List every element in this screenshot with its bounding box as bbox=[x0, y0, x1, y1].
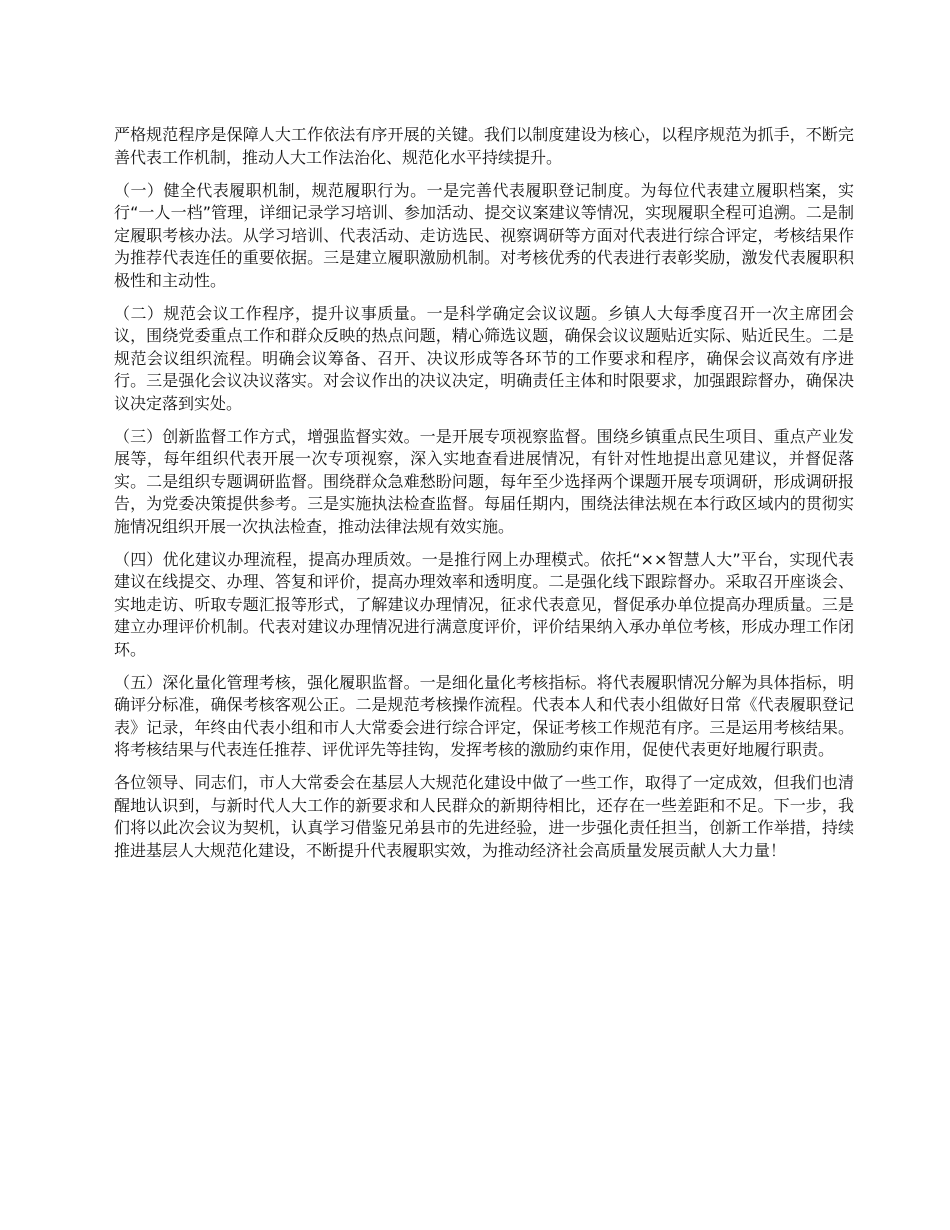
document-body bbox=[114, 124, 854, 873]
paragraph-conclusion: 各位领导、同志们，市人大常委会在基层人大规范化建设中做了一些工作，取得了一定成效，但我们也清醒地认识到，与新时代人大工作的新要求和人民群众的新期待相比，还存在一些差距和不足。下一步，我们将以此次会议为契机，认真学习借鉴兄弟县市的先进经验，进一步强化责任担当，创新工作举措，持续推进基层人大规范化建设，不断提升代表履职实效，为推动经济社会高质量发展贡献人大力量！ bbox=[114, 773, 854, 860]
paragraph-section-5: （五）深化量化管理考核，强化履职监督。一是细化量化考核指标。将代表履职情况分解为具体指标，明确评分标准，确保考核客观公正。二是规范考核操作流程。代表本人和代表小组做好日常《代表履职登记表》记录，年终由代表小组和市人大常委会进行综合评定，保证考核工作规范有序。三是运用考核结果。将考核结果与代表连任推荐、评优评先等挂钩，发挥考核的激励约束作用，促使代表更好地履行职责。 bbox=[114, 672, 854, 759]
paragraph-section-3: （三）创新监督工作方式，增强监督实效。一是开展专项视察监督。围绕乡镇重点民生项目、重点产业发展等，每年组织代表开展一次专项视察，深入实地查看进展情况，有针对性地提出意见建议，并督促落实。二是组织专题调研监督。围绕群众急难愁盼问题，每年至少选择两个课题开展专项调研，形成调研报告，为党委决策提供参考。三是实施执法检查监督。每届任期内，围绕法律法规在本行政区域内的贯彻实施情况组织开展一次执法检查，推动法律法规有效实施。 bbox=[114, 426, 854, 536]
paragraph-section-4: （四）优化建议办理流程，提高办理质效。一是推行网上办理模式。依托“××智慧人大”平台，实现代表建议在线提交、办理、答复和评价，提高办理效率和透明度。二是强化线下跟踪督办。采取召开座谈会、实地走访、听取专题汇报等形式，了解建议办理情况，征求代表意见，督促承办单位提高办理质量。三是建立办理评价机制。代表对建议办理情况进行满意度评价，评价结果纳入承办单位考核，形成办理工作闭环。 bbox=[114, 549, 854, 659]
paragraph-intro: 严格规范程序是保障人大工作依法有序开展的关键。我们以制度建设为核心，以程序规范为抓手，不断完善代表工作机制，推动人大工作法治化、规范化水平持续提升。 bbox=[114, 125, 854, 167]
paragraph-section-1: （一）健全代表履职机制，规范履职行为。一是完善代表履职登记制度。为每位代表建立履职档案，实行“一人一档”管理，详细记录学习培训、参加活动、提交议案建议等情况，实现履职全程可追溯。二是制定履职考核办法。从学习培训、代表活动、走访选民、视察调研等方面对代表进行综合评定，考核结果作为推荐代表连任的重要依据。三是建立履职激励机制。对考核优秀的代表进行表彰奖励，激发代表履职积极性和主动性。 bbox=[114, 180, 854, 290]
paragraph-section-2: （二）规范会议工作程序，提升议事质量。一是科学确定会议议题。乡镇人大每季度召开一次主席团会议，围绕党委重点工作和群众反映的热点问题，精心筛选议题，确保会议议题贴近实际、贴近民生。二是规范会议组织流程。明确会议筹备、召开、决议形成等各环节的工作要求和程序，确保会议高效有序进行。三是强化会议决议落实。对会议作出的决议决定，明确责任主体和时限要求，加强跟踪督办，确保决议决定落到实处。 bbox=[114, 303, 854, 413]
